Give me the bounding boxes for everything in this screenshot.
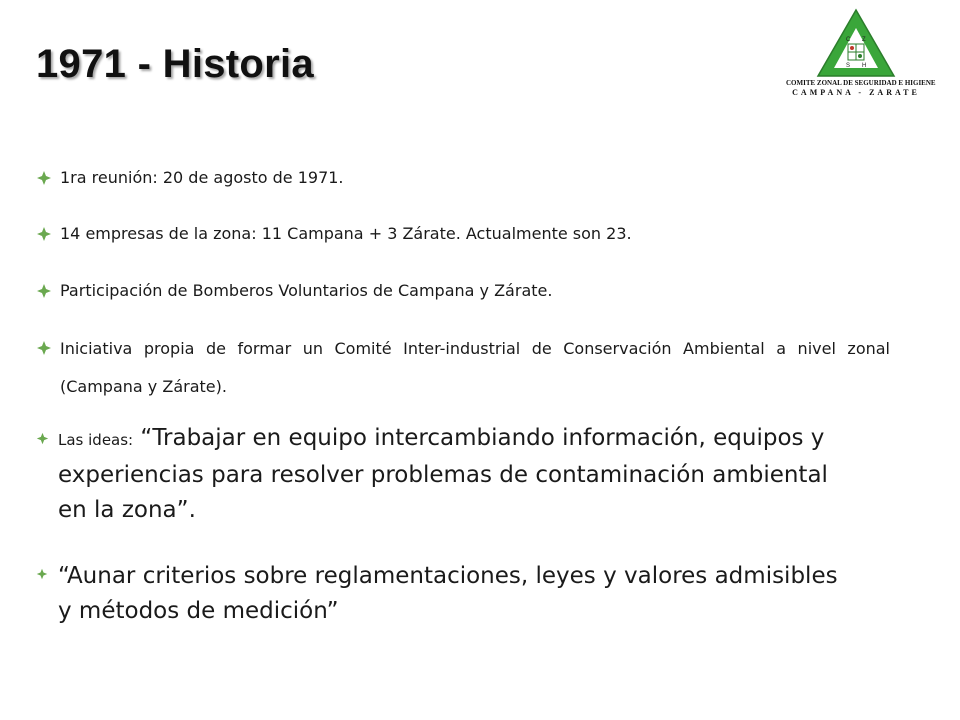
bullet-initiative: Iniciativa propia de formar un Comité Inter-industrial de Conservación Ambiental a nivel zonal (Campana y Zárate). xyxy=(60,339,890,396)
logo-organization-name: COMITE ZONAL DE SEGURIDAD E HIGIENE xyxy=(786,79,936,87)
ideas-quote: “Trabajar en equipo intercambiando información, equipos y experiencias para resolver problemas de contaminación ambiental en la zona”. xyxy=(58,425,828,523)
ideas-lead: Las ideas: xyxy=(58,431,134,449)
diamond-bullet-icon xyxy=(36,340,52,356)
logo-location: CAMPANA - ZARATE xyxy=(792,88,920,97)
diamond-bullet-icon xyxy=(36,170,52,186)
logo-letter-h: H xyxy=(862,63,867,69)
diamond-bullet-icon xyxy=(36,226,52,242)
slide-title: 1971 - Historia xyxy=(36,42,314,86)
logo-letter-s: S xyxy=(846,63,851,69)
bullet-first-meeting: 1ra reunión: 20 de agosto de 1971. xyxy=(60,168,344,187)
bullet-firefighters: Participación de Bomberos Voluntarios de Campana y Zárate. xyxy=(60,281,553,300)
logo-letter-c: C xyxy=(846,37,851,43)
ideas-paragraph xyxy=(58,421,838,528)
triangle-emblem-icon xyxy=(816,8,896,78)
organization-logo xyxy=(786,8,936,97)
criteria-quote: “Aunar criterios sobre reglamentaciones, leyes y valores admisibles y métodos de medición” xyxy=(58,563,838,624)
diamond-bullet-icon xyxy=(36,568,48,580)
logo-letter-z: Z xyxy=(862,37,866,43)
diamond-bullet-icon xyxy=(36,283,52,299)
bullet-companies: 14 empresas de la zona: 11 Campana + 3 Zárate. Actualmente son 23. xyxy=(60,224,632,243)
diamond-bullet-icon xyxy=(36,432,49,445)
